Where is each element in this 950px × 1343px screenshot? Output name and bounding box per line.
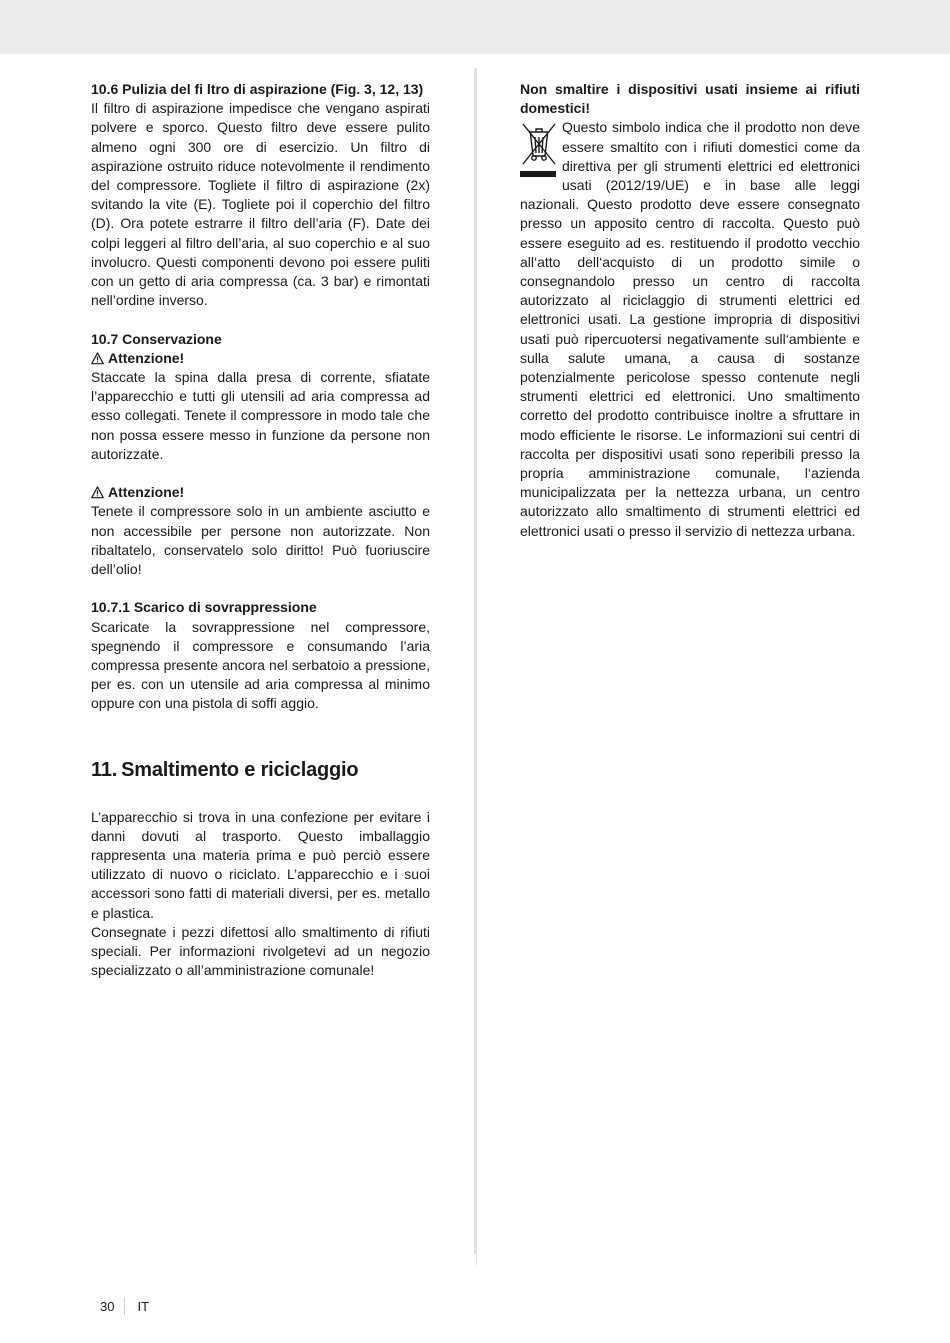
warning-label: Attenzione!: [108, 349, 185, 366]
section-11-number: 11.: [91, 758, 118, 781]
column-divider: [474, 68, 477, 1254]
section-11-text-2: Consegnate i pezzi difettosi allo smaltimento di rifiuti speciali. Per informazioni rivolgetevi ad un negozio specializzato o all’amministrazione comunale!: [91, 923, 430, 979]
top-band: [0, 0, 950, 54]
section-10-7-1-title: 10.7.1 Scarico di sovrappressione: [91, 599, 317, 616]
warning-label: Attenzione!: [108, 484, 185, 501]
column-divider-end: [476, 1254, 477, 1266]
right-column: [520, 80, 860, 541]
crossed-out-wheelie-bin-icon: [520, 120, 558, 180]
warning-heading-2: [91, 483, 430, 502]
section-11-heading: [91, 758, 430, 782]
warning-triangle-icon: [91, 352, 104, 365]
section-11-title: Smaltimento e riciclaggio: [121, 758, 359, 781]
section-11-text-1: L’apparecchio si trova in una confezione per evitare i danni dovuti al trasporto. Questo imballaggio rappresenta una materia prima e può perciò essere utilizzato di nuovo o riciclato. L’apparecchio e i suoi accessori sono fatti di materiali diversi, per es. metallo e plastica.: [91, 808, 430, 921]
section-10-7-1-text: Scaricate la sovrappressione nel compressore, spegnendo il compressore e consumando l’aria compressa presente ancora nel serbatoio a pressione, per es. con un utensile ad aria compressa al minimo oppure con una pistola di soffi aggio.: [91, 618, 430, 712]
left-column: [91, 80, 430, 980]
disposal-title: Non smaltire i dispositivi usati insieme ai rifiuti domestici!: [520, 81, 860, 117]
section-10-6-title: 10.6 Pulizia del fi ltro di aspirazione (Fig. 3, 12, 13): [91, 81, 424, 97]
language-code: IT: [137, 1298, 150, 1314]
warning-triangle-icon: [91, 486, 104, 499]
section-10-7-text-1: Staccate la spina dalla presa di corrente, sfiatate l’apparecchio e tutti gli utensili ad aria compressa ad esso collegati. Tenete il compressore in modo tale che non possa essere messo in funzione da persone non autorizzate.: [91, 369, 430, 462]
page-number: 30: [100, 1298, 115, 1314]
page-footer: [100, 1297, 149, 1315]
section-10-7-text-2: Tenete il compressore solo in un ambiente asciutto e non accessibile per persone non autorizzate. Non ribaltatelo, conservatelo solo diritto! Può fuoriuscire dell’olio!: [91, 503, 430, 578]
disposal-text: Questo simbolo indica che il prodotto non deve essere smaltito con i rifiuti domestici come da direttiva per gli strumenti elettrici ed elettronici usati (2012/19/UE) e in base alle leggi nazionali. Questo prodotto deve essere consegnato presso un apposito centro di raccolta. Questo può essere eseguito ad es. restituendo il prodotto vecchio all‘atto dell‘acquisto di un prodotto simile o consegnandolo presso un centro di raccolta autorizzato al riciclaggio di strumenti elettrici ed elettronici usati. La gestione impropria di dispositivi usati può ripercuotersi negativamente sull‘ambiente e sulla salute umana, a causa di sostanze potenzialmente pericolose spesso contenute negli strumenti elettrici ed elettronici. Uno smaltimento corretto del prodotto contribuisce inoltre a sfruttare in modo efficiente le risorse. Le informazioni sui centri di raccolta per dispositivi usati sono reperibili presso la propria amministrazione comunale, l‘azienda municipalizzata per la nettezza urbana, un centro autorizzato allo smaltimento di strumenti elettrici ed elettronici usati o presso il servizio di nettezza urbana.: [520, 119, 860, 539]
section-10-7-title: 10.7 Conservazione: [91, 330, 222, 347]
section-10-6-text: Il filtro di aspirazione impedisce che vengano aspirati polvere e sporco. Questo filtro deve essere pulito almeno ogni 300 ore di esercizio. Un filtro di aspirazione ostruito riduce notevolmente il rendimento del compressore. Togliete il filtro di aspirazione (2x) svitando la vite (E). Togliete poi il coperchio del filtro (D). Ora potete estrarre il filtro dell’aria (F). Date dei colpi leggeri al filtro dell’aria, al suo coperchio e al suo involucro. Questi componenti devono poi essere puliti con un getto di aria compressa (ca. 3 bar) e rimontati nell’ordine inverso.: [91, 100, 430, 309]
footer-separator: [124, 1297, 125, 1315]
warning-heading-1: [91, 349, 430, 368]
